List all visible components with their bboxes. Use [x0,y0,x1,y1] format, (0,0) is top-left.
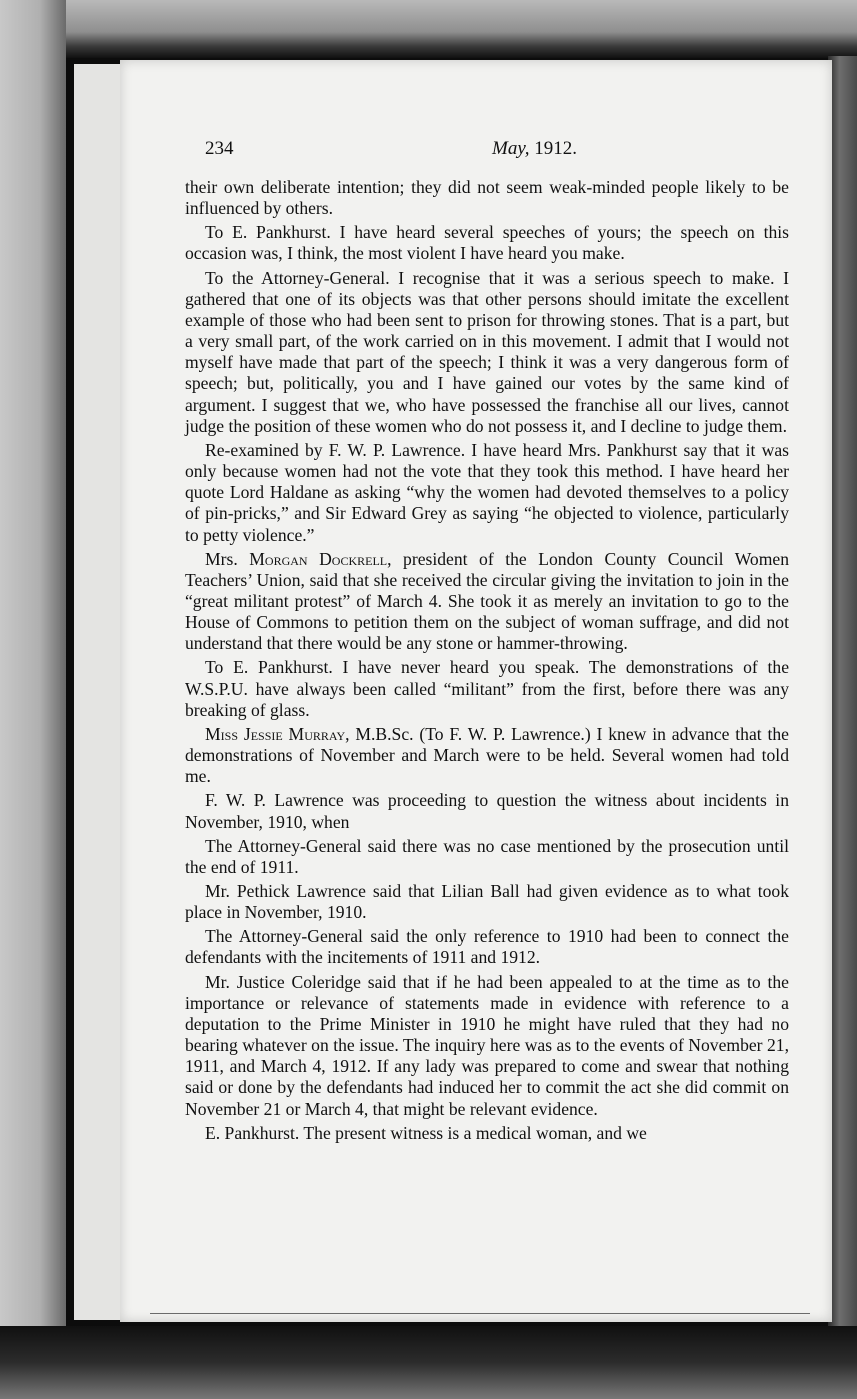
speaker-prefix: Mrs. [205,548,250,569]
paragraph: To E. Pankhurst. I have never heard you speak. The demonstrations of the W.S.P.U. have always been called “militant” from the first, before there was any breaking of glass. [185,657,789,720]
paragraph: To E. Pankhurst. I have heard several speeches of yours; the speech on this occasion was, I think, the most violent I have heard you make. [185,222,789,264]
page-number: 234 [205,138,234,159]
paragraph: F. W. P. Lawrence was proceeding to question the witness about incidents in November, 1910, when [185,790,789,832]
paragraph: their own deliberate intention; they did not seem weak-minded people likely to be influenced by others. [185,177,789,219]
paragraph-text: , M.B.Sc. (To F. W. P. Lawrence.) I knew in advance that the demonstrations of November and March were to be held. Several women had told me. [185,723,789,787]
paragraph-dockrell [185,549,789,655]
paragraph-text: , president of the London County Council Women Teachers’ Union, said that she received the circular giving the invitation to join in the “great militant protest” of March 4. She took it as merely an invitation to go to the House of Commons to petition them on the subject of woman suffrage, and did not understand that there would be any stone or hammer-throwing. [185,548,790,654]
paragraph: E. Pankhurst. The present witness is a medical woman, and we [205,1122,647,1143]
page-bottom-rule [150,1313,810,1314]
running-head [492,138,577,159]
paragraph: The Attorney-General said the only reference to 1910 had been to connect the defendants with the incitements of 1911 and 1912. [185,926,789,968]
paragraph: To the Attorney-General. I recognise that it was a serious speech to make. I gathered that one of its objects was that other persons should imitate the excellent example of those who had been sent to prison for throwing stones. That is a part, but a very small part, of the work carried on in this movement. I admit that I would not myself have made that part of the speech; I think it was a very dangerous form of speech; but, politically, you and I have gained our votes by the same kind of argument. I suggest that we, who have possessed the franchise all our lives, cannot judge the position of these women who do not possess it, and I decline to judge them. [185,267,789,436]
speaker-name: Miss Jessie Murray [205,723,346,744]
running-head-month: May, [492,138,530,159]
paragraph-murray [185,724,789,787]
paragraph: Mr. Pethick Lawrence said that Lilian Ball had given evidence as to what took place in November, 1910. [185,881,789,923]
running-head-year: 1912. [534,138,577,159]
book-page [120,60,832,1322]
book-top-edge [0,0,857,58]
speaker-name: Morgan Dockrell [249,548,388,569]
paragraph: Mr. Justice Coleridge said that if he had been appealed to at the time as to the importance or relevance of statements made in evidence with reference to a deputation to the Prime Minister in 1910 he might have ruled that they had no bearing whatever on the issue. The inquiry here was as to the events of November 21, 1911, and March 4, 1912. If any lady was prepared to come and swear that nothing said or done by the defendants had induced her to commit the act she did commit on November 21 or March 4, that might be relevant evidence. [185,971,789,1119]
book-bottom-edge [0,1326,857,1399]
page-header [185,138,789,168]
page-body [185,177,789,1144]
scanner-left-margin [0,0,66,1399]
book-right-edge [828,56,857,1326]
page-content [185,138,789,1147]
paragraph: Re-examined by F. W. P. Lawrence. I have heard Mrs. Pankhurst say that it was only because women had not the vote that they took this method. I have heard her quote Lord Haldane as asking “why the women had devoted themselves to a policy of pin-pricks,” and Sir Edward Grey as saying “he objected to violence, particularly to petty violence.” [185,439,789,545]
paragraph: The Attorney-General said there was no case mentioned by the prosecution until the end of 1911. [185,835,789,877]
